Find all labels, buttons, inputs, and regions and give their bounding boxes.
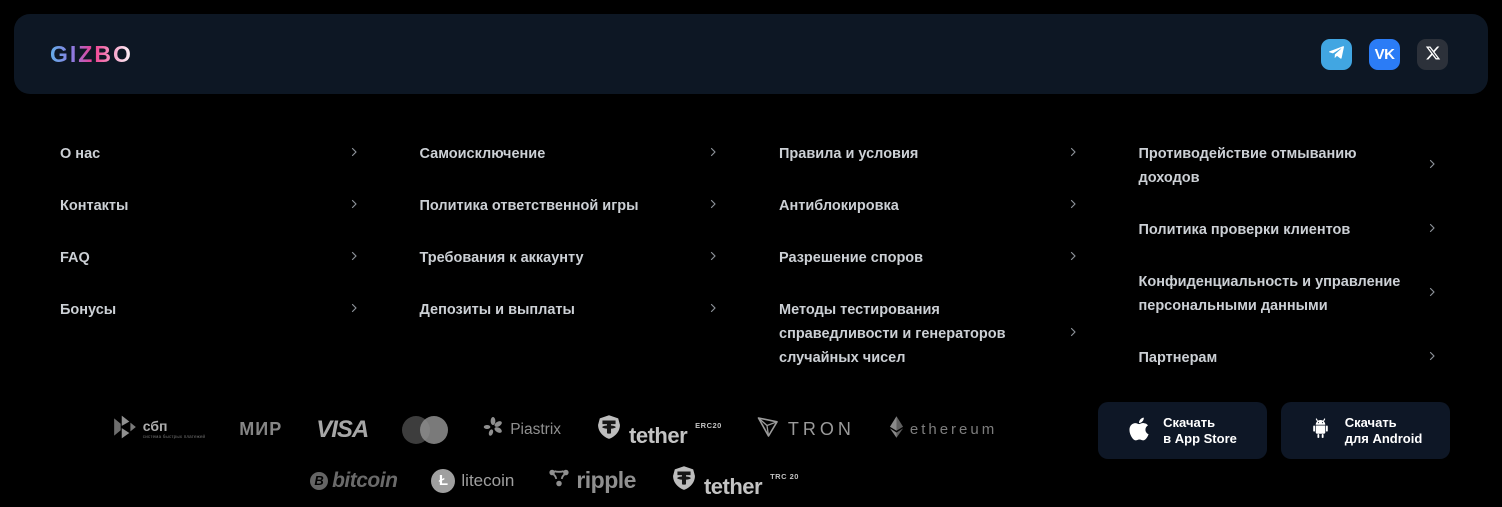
android-icon: [1309, 417, 1332, 444]
tether-network-label: TRC 20: [770, 472, 799, 481]
tron-icon: [756, 415, 780, 444]
gizbo-logo[interactable]: GIZBO: [50, 40, 133, 67]
chevron-right-icon: [348, 249, 360, 267]
chevron-right-icon: [707, 145, 719, 163]
mir-logo: МИР: [239, 419, 283, 439]
bitcoin-logo: bitcoin: [332, 468, 398, 492]
ethereum-icon: [889, 415, 904, 444]
link-contacts[interactable]: [60, 194, 360, 218]
ripple-icon: [548, 467, 570, 494]
social-links: [1321, 39, 1448, 70]
link-label: Бонусы: [60, 302, 117, 318]
app-store-line1: Скачать: [1163, 414, 1216, 430]
link-anti-blocking[interactable]: [779, 194, 1079, 218]
sbp-label: сбп: [142, 418, 168, 435]
link-bonuses[interactable]: [60, 298, 360, 322]
chevron-right-icon: [1067, 325, 1079, 343]
payment-piastrix: [482, 416, 561, 443]
tether-shield-icon: [595, 413, 623, 446]
link-label: Антиблокировка: [779, 198, 899, 214]
footer-header-bar: [14, 14, 1488, 94]
link-deposits-payouts[interactable]: [420, 298, 720, 322]
footer-links: [60, 142, 1438, 370]
link-label: Депозиты и выплаты: [419, 302, 575, 318]
chevron-right-icon: [707, 249, 719, 267]
telegram-icon: [1328, 44, 1345, 64]
ripple-logo: ripple: [576, 467, 636, 493]
links-column-2: [420, 142, 720, 370]
link-kyc-policy[interactable]: [1139, 218, 1439, 242]
payment-bitcoin: [310, 469, 397, 493]
link-label: Конфиденциальность и управление персональными данными: [1138, 274, 1401, 314]
chevron-right-icon: [1426, 221, 1438, 239]
link-self-exclusion[interactable]: [420, 142, 720, 166]
link-label: Методы тестирования справедливости и генераторов случайных чисел: [779, 302, 1006, 366]
link-terms-conditions[interactable]: [779, 142, 1079, 166]
chevron-right-icon: [348, 197, 360, 215]
vk-button[interactable]: [1369, 39, 1400, 70]
litecoin-logo: litecoin: [461, 470, 515, 490]
link-label: Контакты: [60, 198, 129, 214]
sbp-caption: система быстрых платежей: [142, 434, 206, 440]
link-label: Требования к аккаунту: [419, 250, 584, 266]
link-label: Самоисключение: [419, 146, 546, 162]
android-button[interactable]: [1281, 402, 1450, 459]
payment-sbp: [112, 414, 206, 445]
app-store-button[interactable]: [1098, 402, 1267, 459]
ethereum-logo: ethereum: [909, 421, 998, 438]
chevron-right-icon: [1426, 285, 1438, 303]
link-label: Политика ответственной игры: [419, 198, 639, 214]
tether-network-label: ERC20: [695, 421, 722, 430]
link-label: Разрешение споров: [779, 250, 924, 266]
payment-methods: [52, 413, 1057, 497]
link-label: Политика проверки клиентов: [1138, 222, 1351, 238]
android-line2: для Android: [1344, 430, 1423, 446]
chevron-right-icon: [707, 301, 719, 319]
bitcoin-icon: B: [310, 472, 328, 490]
link-privacy[interactable]: [1139, 270, 1439, 318]
links-column-3: [779, 142, 1079, 370]
app-download-buttons: [1098, 402, 1450, 459]
payment-ripple: [548, 467, 636, 494]
sbp-icon: [112, 414, 138, 445]
payment-mir: [239, 419, 282, 440]
piastrix-logo: Piastrix: [510, 420, 562, 438]
mastercard-icon: [402, 416, 448, 444]
link-label: FAQ: [60, 250, 90, 266]
link-responsible-gaming[interactable]: [420, 194, 720, 218]
links-column-4: [1139, 142, 1439, 370]
link-label: Правила и условия: [779, 146, 919, 162]
payment-tether-trc20: [670, 464, 799, 497]
chevron-right-icon: [348, 301, 360, 319]
link-about[interactable]: [60, 142, 360, 166]
links-column-1: [60, 142, 360, 370]
x-twitter-button[interactable]: [1417, 39, 1448, 70]
tether-logo: tether: [703, 474, 763, 499]
chevron-right-icon: [1426, 157, 1438, 175]
litecoin-icon: Ł: [431, 469, 455, 493]
link-account-requirements[interactable]: [420, 246, 720, 270]
link-fairness-testing[interactable]: [779, 298, 1079, 370]
tether-logo: tether: [629, 423, 688, 448]
payment-ethereum: [889, 415, 997, 444]
payment-mastercard: [402, 416, 448, 444]
visa-logo: VISA: [316, 415, 369, 443]
telegram-button[interactable]: [1321, 39, 1352, 70]
chevron-right-icon: [1067, 249, 1079, 267]
link-dispute-resolution[interactable]: [779, 246, 1079, 270]
x-twitter-icon: [1425, 45, 1441, 64]
vk-icon: VK: [1374, 45, 1395, 63]
tron-logo: TRON: [787, 419, 855, 439]
payment-visa: [316, 416, 368, 444]
link-partners[interactable]: [1139, 346, 1439, 370]
link-label: Партнерам: [1138, 350, 1218, 366]
chevron-right-icon: [707, 197, 719, 215]
chevron-right-icon: [1067, 197, 1079, 215]
payment-tether-erc20: [595, 413, 722, 446]
payment-tron: [756, 415, 855, 444]
chevron-right-icon: [1426, 349, 1438, 367]
android-line1: Скачать: [1344, 414, 1397, 430]
link-label: О нас: [60, 146, 101, 162]
piastrix-flower-icon: [482, 416, 504, 443]
chevron-right-icon: [1067, 145, 1079, 163]
chevron-right-icon: [348, 145, 360, 163]
link-aml[interactable]: [1139, 142, 1439, 190]
footer-bottom: [52, 402, 1450, 497]
link-label: Противодействие отмыванию доходов: [1138, 146, 1357, 186]
payment-litecoin: [431, 469, 514, 493]
apple-icon: [1128, 416, 1150, 445]
link-faq[interactable]: [60, 246, 360, 270]
app-store-line2: в App Store: [1163, 430, 1237, 446]
tether-shield-icon: [670, 464, 698, 497]
